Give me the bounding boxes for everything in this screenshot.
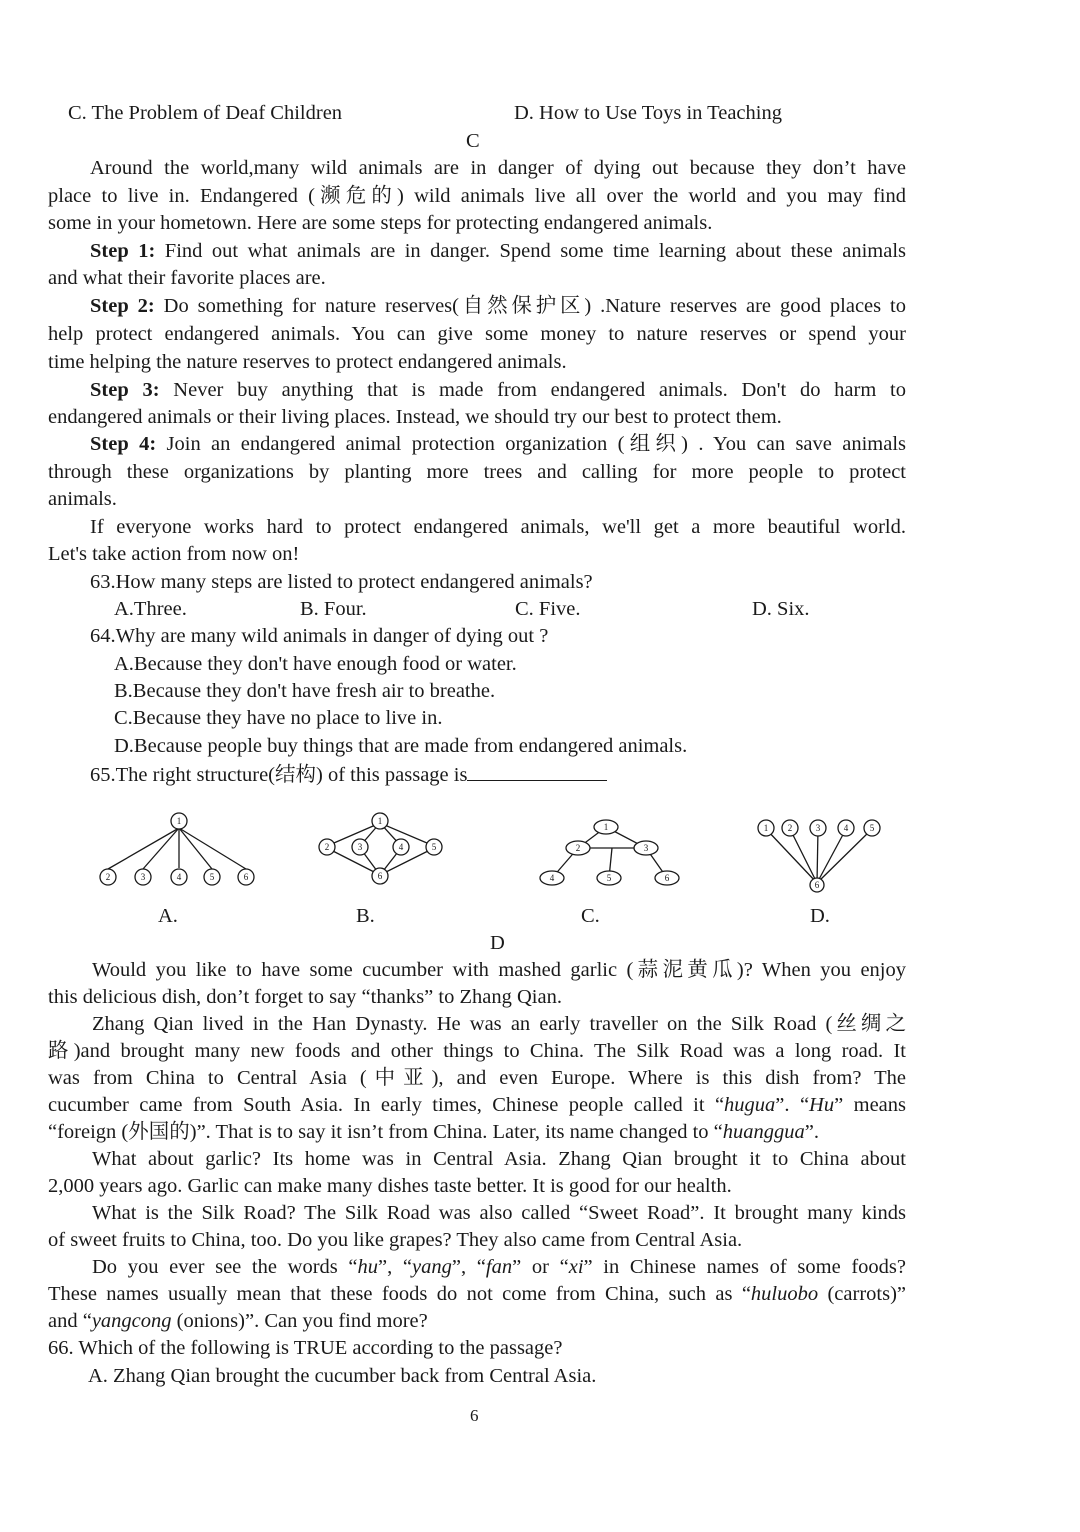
- node-a-3-label: 3: [140, 872, 146, 882]
- step-3-label: Step 3:: [90, 379, 160, 401]
- diagram-d: [766, 829, 872, 883]
- passage-d-line: 2,000 years ago. Garlic can make many dishes taste better. It is good for our health.: [48, 1175, 732, 1197]
- passage-d-line: Zhang Qian lived in the Han Dynasty. He was an early traveller on the Silk Road (丝绸之: [92, 1013, 906, 1035]
- passage-d-line: These names usually mean that these foods do not come from China, such as “huluobo (carrots)”: [48, 1283, 906, 1305]
- q64-stem: 64.Why are many wild animals in danger of dying out ?: [90, 625, 549, 647]
- passage-d-letter: D: [490, 932, 505, 954]
- answer-blank: [467, 760, 607, 781]
- node-d-1-label: 1: [763, 823, 769, 833]
- passage-c-letter: C: [466, 130, 480, 152]
- node-a-2-label: 2: [105, 872, 111, 882]
- node-b-6-label: 6: [377, 871, 383, 881]
- q63-option-b: B. Four.: [300, 598, 367, 620]
- passage-d-line: 路)and brought many new foods and other things to China. The Silk Road was a long road. It: [48, 1040, 906, 1062]
- passage-c-line: place to live in. Endangered (濒危的) wild animals live all over the world and you may find: [48, 185, 906, 207]
- diagram-a: [108, 828, 246, 869]
- q65-label-d: D.: [810, 905, 830, 927]
- node-b-2-label: 2: [324, 842, 330, 852]
- passage-d-line: Do you ever see the words “hu”, “yang”, “fan” or “xi” in Chinese names of some foods?: [92, 1256, 906, 1278]
- q63-option-d: D. Six.: [752, 598, 810, 620]
- passage-c-line: some in your hometown. Here are some steps for protecting endangered animals.: [48, 212, 713, 234]
- step-3-line: Step 3: Never buy anything that is made from endangered animals. Don't do harm to: [90, 379, 906, 401]
- passage-d-line: What is the Silk Road? The Silk Road was also called “Sweet Road”. It brought many kinds: [92, 1202, 906, 1224]
- step-2-line: Step 2: Do something for nature reserves(自然保护区) .Nature reserves are good places to: [90, 295, 906, 317]
- step-1-line: Step 1: Find out what animals are in danger. Spend some time learning about these animals: [90, 240, 906, 262]
- step-4-line: through these organizations by planting more trees and calling for more people to protect: [48, 461, 906, 483]
- step-2-line: help protect endangered animals. You can give some money to nature reserves or spend your: [48, 323, 906, 345]
- q64-option-b: B.Because they don't have fresh air to breathe.: [114, 680, 496, 702]
- passage-d-line: was from China to Central Asia (中亚), and even Europe. Where is this dish from? The: [48, 1067, 906, 1089]
- node-b-1-label: 1: [377, 816, 383, 826]
- step-3-line: endangered animals or their living places. Instead, we should try our best to protect them.: [48, 406, 782, 428]
- diagram-b: [324, 823, 434, 875]
- prev-option-d: D. How to Use Toys in Teaching: [514, 102, 782, 124]
- node-d-5-label: 5: [869, 823, 875, 833]
- passage-d-line: cucumber came from South Asia. In early times, Chinese people called it “hugua”. “Hu” means: [48, 1094, 906, 1116]
- q63-option-c: C. Five.: [515, 598, 581, 620]
- node-b-3-label: 3: [357, 842, 363, 852]
- q63-stem: 63.How many steps are listed to protect endangered animals?: [90, 571, 593, 593]
- passage-d-line: and “yangcong (onions)”. Can you find more?: [48, 1310, 428, 1332]
- passage-d-line: this delicious dish, don’t forget to say “thanks” to Zhang Qian.: [48, 986, 562, 1008]
- step-1-label: Step 1:: [90, 240, 156, 262]
- node-b-4-label: 4: [398, 842, 404, 852]
- q64-option-a: A.Because they don't have enough food or water.: [114, 653, 517, 675]
- node-c-4-label: 4: [549, 873, 555, 883]
- passage-d-line: Would you like to have some cucumber with mashed garlic (蒜泥黄瓜)? When you enjoy: [92, 959, 906, 981]
- passage-d-line: What about garlic? Its home was in Central Asia. Zhang Qian brought it to China about: [92, 1148, 906, 1170]
- passage-c-line: Around the world,many wild animals are in danger of dying out because they don’t have: [90, 157, 906, 179]
- step-1-line: and what their favorite places are.: [48, 267, 326, 289]
- node-d-3-label: 3: [815, 823, 821, 833]
- closing-line: Let's take action from now on!: [48, 543, 300, 565]
- node-a-4-label: 4: [176, 872, 182, 882]
- node-d-6-label: 6: [814, 880, 820, 890]
- passage-d-line: “foreign (外国的)”. That is to say it isn’t from China. Later, its name changed to “huanggua”.: [48, 1121, 819, 1143]
- q65-label-c: C.: [581, 905, 600, 927]
- node-c-5-label: 5: [606, 873, 612, 883]
- closing-line: If everyone works hard to protect endangered animals, we'll get a more beautiful world.: [90, 516, 906, 538]
- step-2-label: Step 2:: [90, 295, 155, 317]
- step-4-line: animals.: [48, 488, 117, 510]
- node-a-1-label: 1: [176, 816, 182, 826]
- node-b-5-label: 5: [431, 842, 437, 852]
- node-c-2-label: 2: [575, 843, 581, 853]
- q65-label-b: B.: [356, 905, 375, 927]
- node-a-5-label: 5: [209, 872, 215, 882]
- node-c-1-label: 1: [603, 822, 609, 832]
- node-c-3-label: 3: [643, 843, 649, 853]
- q65-stem: 65.The right structure(结构) of this passage is: [90, 760, 607, 789]
- node-c-6-label: 6: [664, 873, 670, 883]
- q66-option-a: A. Zhang Qian brought the cucumber back from Central Asia.: [88, 1365, 597, 1387]
- q63-option-a: A.Three.: [114, 598, 187, 620]
- node-d-4-label: 4: [843, 823, 849, 833]
- q64-option-d: D.Because people buy things that are made from endangered animals.: [114, 735, 688, 757]
- prev-option-c: C. The Problem of Deaf Children: [68, 102, 343, 124]
- q66-stem: 66. Which of the following is TRUE according to the passage?: [48, 1337, 563, 1359]
- step-4-label: Step 4:: [90, 433, 157, 455]
- node-a-6-label: 6: [243, 872, 249, 882]
- q65-label-a: A.: [158, 905, 178, 927]
- step-4-line: Step 4: Join an endangered animal protection organization (组织) . You can save animals: [90, 433, 906, 455]
- step-2-line: time helping the nature reserves to protect endangered animals.: [48, 351, 567, 373]
- passage-d-line: of sweet fruits to China, too. Do you like grapes? They also came from Central Asia.: [48, 1229, 743, 1251]
- node-d-2-label: 2: [787, 823, 793, 833]
- page-number: 6: [470, 1406, 479, 1425]
- q64-option-c: C.Because they have no place to live in.: [114, 707, 443, 729]
